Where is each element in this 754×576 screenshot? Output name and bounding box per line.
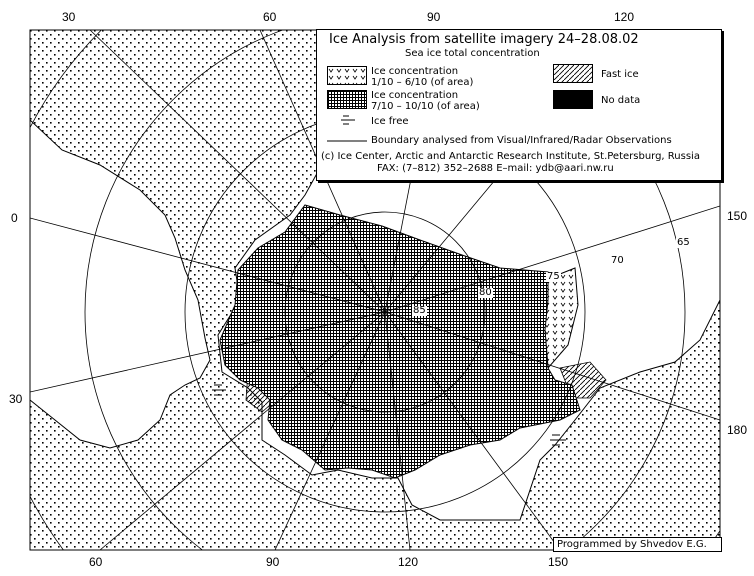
low-concentration-swatch [327,66,367,85]
lon-label-left-30: 30 [9,392,23,406]
credits-line-2: FAX: (7–812) 352–2688 E–mail: ydb@aari.nw.ru [377,163,614,174]
credits [321,151,700,175]
boundary-line-icon [325,138,369,144]
boundary-label: Boundary analysed from Visual/Infrared/Radar Observations [371,135,672,146]
map-subtitle: Sea ice total concentration [405,48,540,59]
low-concentration-label: Ice concentration [371,66,459,77]
fast-ice-swatch [553,64,593,83]
lat-label-75: 75 [547,271,560,282]
no-data-swatch [553,90,593,109]
lon-label-top-60: 60 [263,10,277,24]
lon-label-bottom-60: 60 [89,555,103,569]
lat-label-80: 80 [479,287,492,298]
lat-label-65: 65 [677,237,690,248]
ice-free-icon [339,114,363,126]
lat-label-85: 85 [413,305,426,316]
no-data-label: No data [601,95,641,106]
ice-free-label: Ice free [371,116,409,127]
lon-label-right-180: 180 [727,423,748,437]
credits-line-1: (c) Ice Center, Arctic and Antarctic Research Institute, St.Petersburg, Russia [321,151,700,162]
lon-label-right-150: 150 [727,209,748,223]
high-concentration-range: 7/10 – 10/10 (of area) [371,101,480,112]
lon-label-top-30: 30 [62,10,76,24]
map-title: Ice Analysis from satellite imagery 24–28.08.02 [329,32,639,47]
lon-label-bottom-90: 90 [266,555,280,569]
lon-label-top-120: 120 [614,10,635,24]
lon-label-bottom-150: 150 [548,555,569,569]
high-concentration-label: Ice concentration [371,90,459,101]
lon-label-left-0: 0 [11,211,18,225]
legend-panel [316,29,722,181]
programmer-credit: Programmed by Shvedov E.G. [553,537,722,552]
lat-label-70: 70 [611,255,624,266]
low-concentration-range: 1/10 – 6/10 (of area) [371,77,474,88]
lon-label-top-90: 90 [427,10,441,24]
high-concentration-swatch [327,90,367,109]
fast-ice-label: Fast ice [601,69,639,80]
lon-label-bottom-120: 120 [398,555,419,569]
